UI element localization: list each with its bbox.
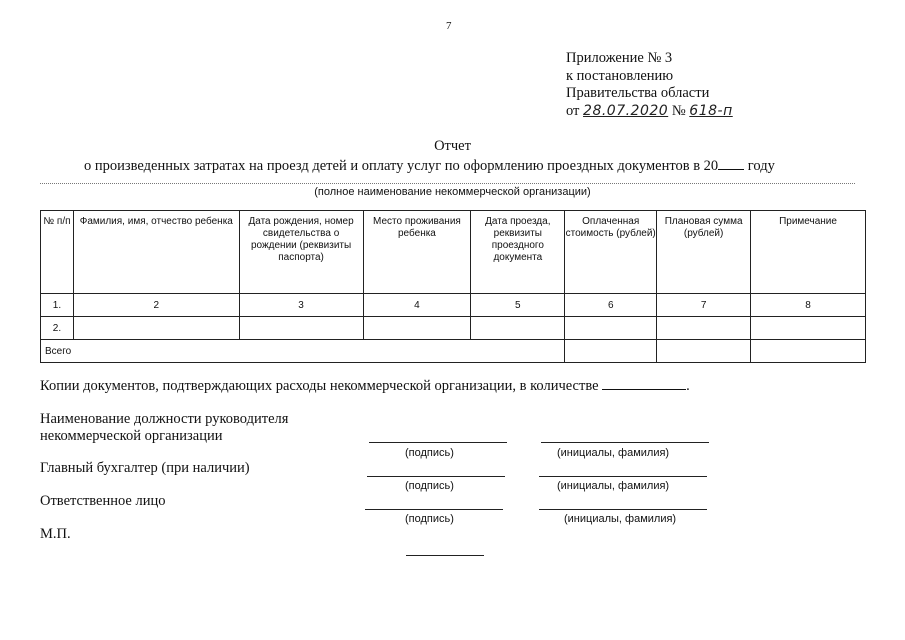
header-cell: Примечание	[751, 211, 866, 294]
annex-block	[566, 50, 733, 120]
annex-date-line	[566, 103, 733, 121]
head-label-line-1: Наименование должности руководителя	[40, 411, 289, 427]
table-cell: 3	[239, 294, 363, 317]
header-cell: Оплаченная стоимость (рублей)	[565, 211, 657, 294]
accountant-name-caption: (инициалы, фамилия)	[557, 480, 670, 492]
page-number: 7	[446, 20, 452, 32]
table-cell: 5	[471, 294, 565, 317]
head-signature-line	[369, 442, 507, 443]
table-total-row	[41, 340, 866, 363]
table-row	[41, 294, 866, 317]
responsible-name-line	[539, 509, 707, 510]
head-name-caption: (инициалы, фамилия)	[557, 447, 670, 459]
table-cell: 7	[657, 294, 751, 317]
header-cell: Дата рождения, номер свидетельства о рождении (реквизиты паспорта)	[239, 211, 363, 294]
accountant-name-line	[539, 476, 707, 477]
header-cell: Плановая сумма (рублей)	[657, 211, 751, 294]
annex-line-2: к постановлению	[566, 67, 674, 84]
accountant-signature-caption: (подпись)	[405, 480, 454, 492]
number-prefix: №	[671, 102, 686, 119]
copies-text: Копии документов, подтверждающих расходы некоммерческой организации, в количестве	[40, 378, 599, 394]
header-cell: Место проживания ребенка	[363, 211, 471, 294]
responsible-label: Ответственное лицо	[40, 493, 166, 509]
document-title: Отчет	[434, 138, 471, 154]
head-position-label	[40, 411, 288, 445]
seal-line	[406, 555, 484, 556]
head-signature-caption: (подпись)	[405, 447, 454, 459]
document-subtitle	[84, 157, 775, 175]
handwritten-date: 28.07.2020	[583, 102, 669, 119]
table-cell	[565, 317, 657, 340]
org-name-caption: (полное наименование некоммерческой организации)	[314, 186, 591, 198]
table-cell: 8	[751, 294, 866, 317]
table-header-row	[41, 211, 866, 294]
subtitle-tail: году	[747, 158, 775, 174]
date-prefix: от	[566, 102, 580, 119]
copies-statement	[40, 377, 690, 395]
table-cell: 1.	[41, 294, 74, 317]
responsible-signature-line	[365, 509, 503, 510]
table-cell: 2.	[41, 317, 74, 340]
table-cell	[751, 317, 866, 340]
annex-line-3: Правительства области	[566, 85, 710, 101]
handwritten-number: 618-п	[689, 102, 733, 119]
table-cell	[471, 317, 565, 340]
report-table	[40, 210, 866, 363]
table-cell	[363, 317, 471, 340]
head-name-line	[541, 442, 709, 443]
table-cell	[565, 340, 657, 363]
copies-count-blank	[602, 377, 686, 390]
responsible-name-caption: (инициалы, фамилия)	[564, 513, 677, 525]
table-cell: 6	[565, 294, 657, 317]
head-label-line-2: некоммерческой организации	[40, 428, 223, 444]
table-cell	[657, 317, 751, 340]
accountant-label: Главный бухгалтер (при наличии)	[40, 460, 250, 476]
header-cell: Дата проезда, реквизиты проездного документа	[471, 211, 565, 294]
table-cell	[239, 317, 363, 340]
table-cell	[73, 317, 239, 340]
table-cell	[751, 340, 866, 363]
table-cell	[657, 340, 751, 363]
header-cell: Фамилия, имя, отчество ребенка	[73, 211, 239, 294]
subtitle-text: о произведенных затратах на проезд детей и оплату услуг по оформлению проездных документов в 20	[84, 158, 719, 174]
responsible-signature-caption: (подпись)	[405, 513, 454, 525]
header-cell: № п/п	[41, 211, 74, 294]
seal-label: М.П.	[40, 526, 71, 542]
org-name-line	[40, 183, 855, 184]
table-row	[41, 317, 866, 340]
table-cell: 4	[363, 294, 471, 317]
total-label: Всего	[41, 340, 565, 363]
year-blank	[718, 157, 744, 170]
annex-line-1: Приложение № 3	[566, 50, 673, 66]
table-cell: 2	[73, 294, 239, 317]
copies-end: .	[686, 378, 690, 394]
accountant-signature-line	[367, 476, 505, 477]
